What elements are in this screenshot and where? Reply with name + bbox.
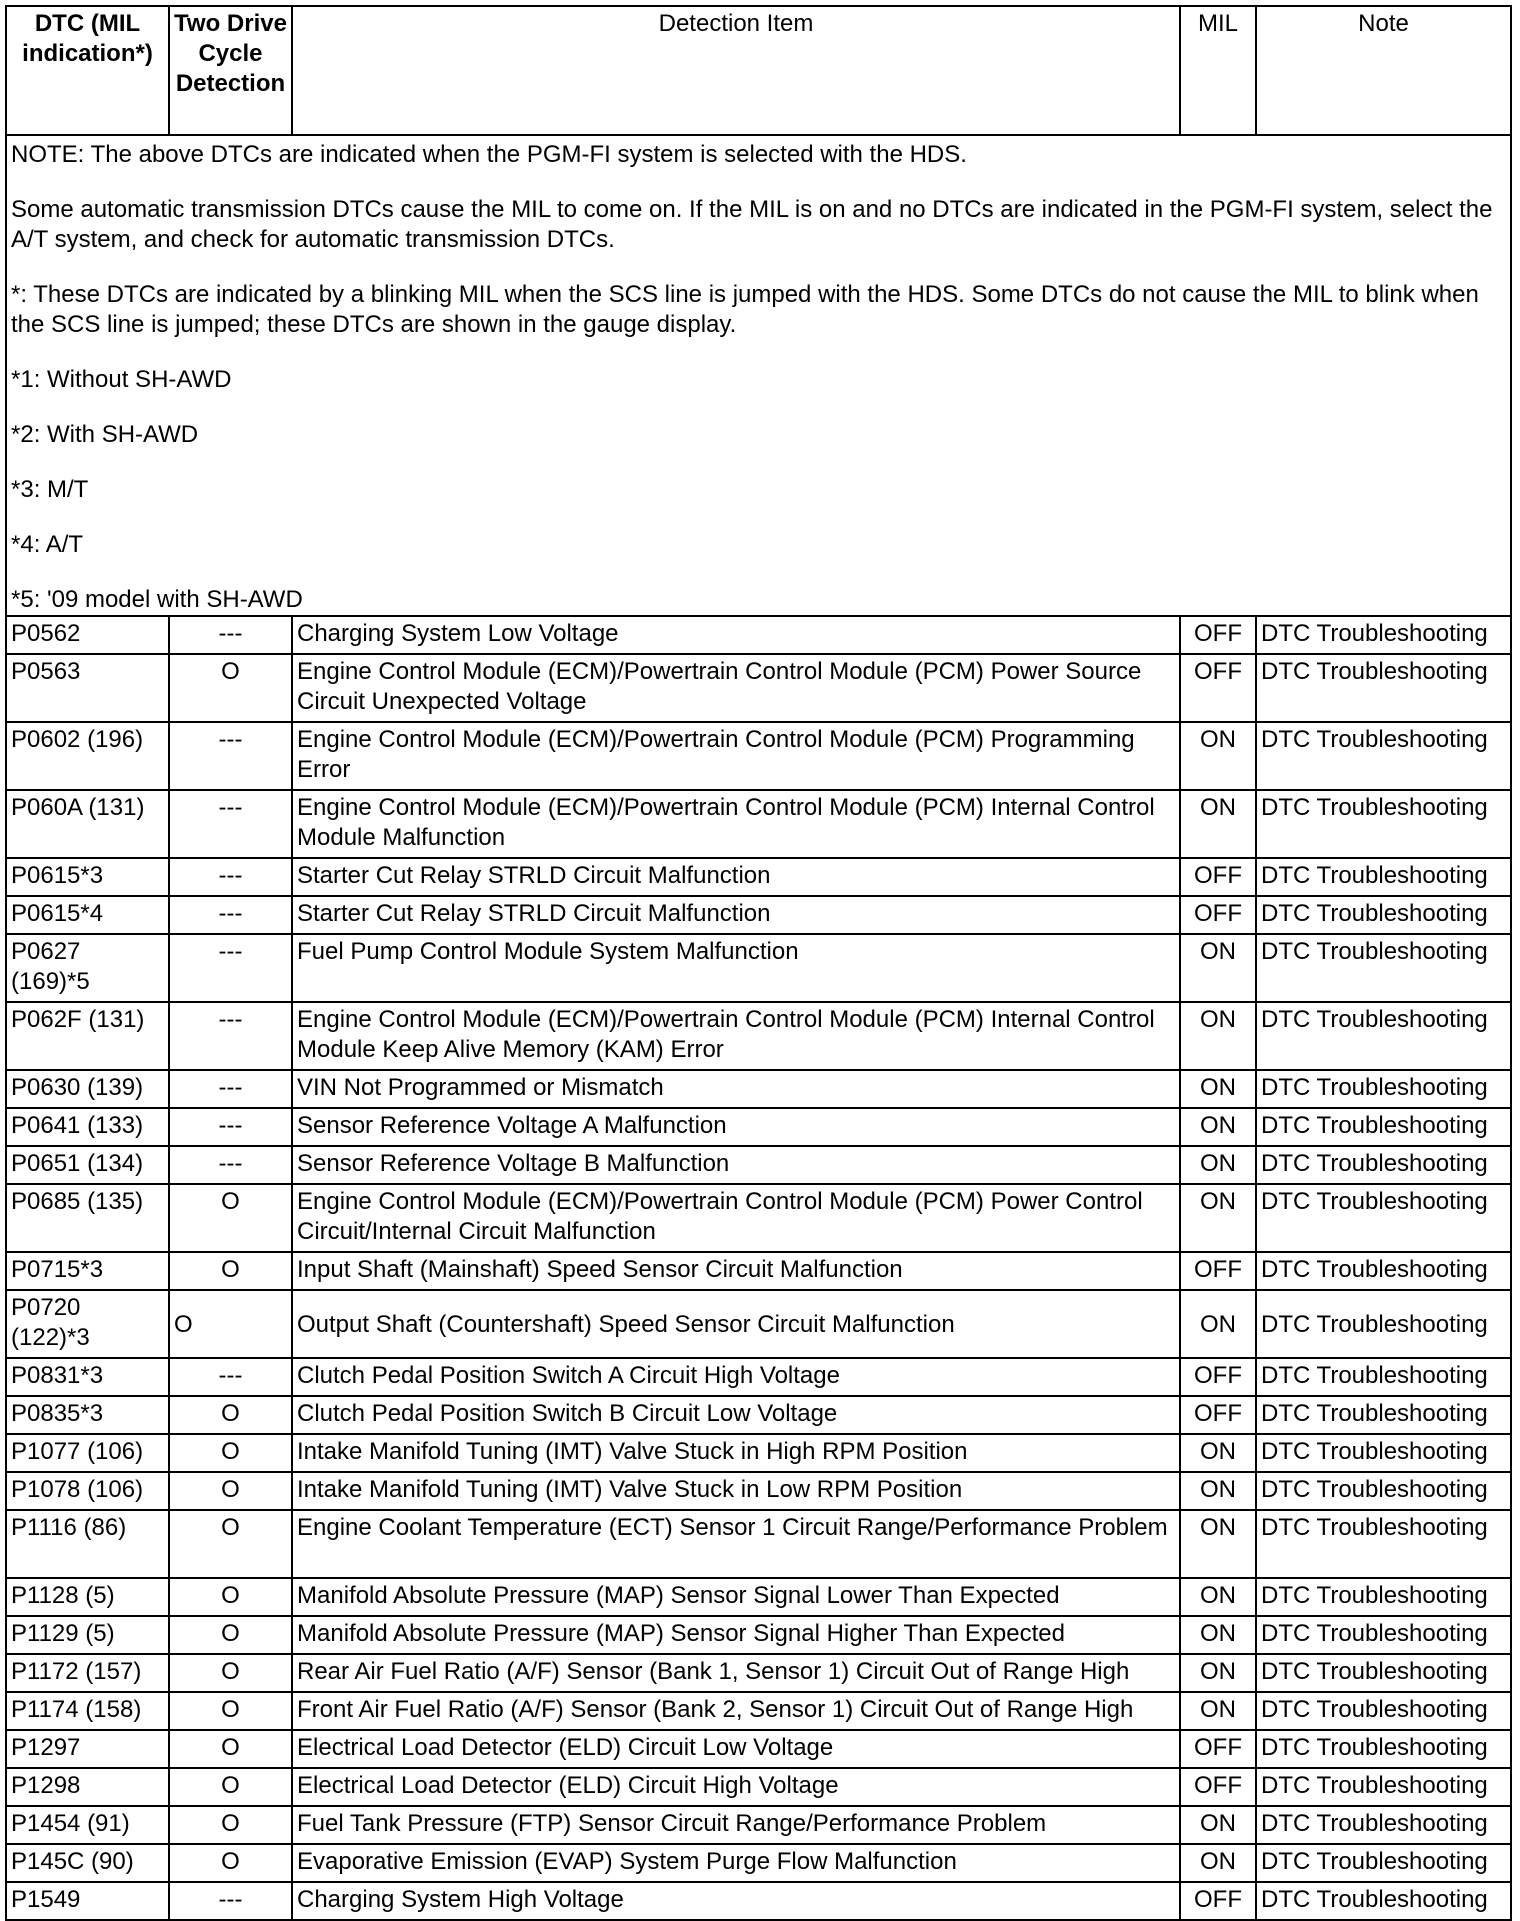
dtc-code-cell: P1129 (5): [6, 1616, 169, 1654]
dtc-code-cell: P1116 (86): [6, 1510, 169, 1578]
table-row: [6, 1616, 1511, 1654]
dtc-code-cell: P1174 (158): [6, 1692, 169, 1730]
detection-item-cell: Engine Control Module (ECM)/Powertrain Control Module (PCM) Programming Error: [292, 722, 1180, 790]
note-cell: DTC Troubleshooting: [1256, 1252, 1511, 1290]
dtc-code-cell: P062F (131): [6, 1002, 169, 1070]
two-drive-cycle-cell: O: [169, 1692, 292, 1730]
two-drive-cycle-cell: O: [169, 1472, 292, 1510]
dtc-code-cell: P0563: [6, 654, 169, 722]
note-cell: DTC Troubleshooting: [1256, 1692, 1511, 1730]
dtc-code-cell: P0562: [6, 616, 169, 654]
two-drive-cycle-cell: ---: [169, 1070, 292, 1108]
header-note: Note: [1256, 6, 1511, 135]
two-drive-cycle-cell: O: [169, 1616, 292, 1654]
table-row: [6, 1844, 1511, 1882]
header-two-drive-cycle: Two Drive Cycle Detection: [169, 6, 292, 135]
mil-status-cell: ON: [1180, 1654, 1256, 1692]
notes-row: [6, 135, 1511, 616]
two-drive-cycle-cell: O: [169, 1290, 292, 1358]
table-row: [6, 722, 1511, 790]
mil-status-cell: OFF: [1180, 1252, 1256, 1290]
dtc-code-cell: P1298: [6, 1768, 169, 1806]
dtc-code-cell: P1172 (157): [6, 1654, 169, 1692]
two-drive-cycle-cell: O: [169, 1844, 292, 1882]
dtc-code-cell: P0615*3: [6, 858, 169, 896]
table-row: [6, 1108, 1511, 1146]
mil-status-cell: ON: [1180, 1806, 1256, 1844]
two-drive-cycle-cell: O: [169, 1434, 292, 1472]
header-mil: MIL: [1180, 6, 1256, 135]
detection-item-cell: Front Air Fuel Ratio (A/F) Sensor (Bank 2, Sensor 1) Circuit Out of Range High: [292, 1692, 1180, 1730]
two-drive-cycle-cell: O: [169, 654, 292, 722]
table-row: [6, 1002, 1511, 1070]
dtc-code-cell: P145C (90): [6, 1844, 169, 1882]
mil-status-cell: ON: [1180, 1184, 1256, 1252]
note-cell: DTC Troubleshooting: [1256, 1806, 1511, 1844]
detection-item-cell: VIN Not Programmed or Mismatch: [292, 1070, 1180, 1108]
note-cell: DTC Troubleshooting: [1256, 722, 1511, 790]
note-cell: DTC Troubleshooting: [1256, 1730, 1511, 1768]
mil-status-cell: ON: [1180, 722, 1256, 790]
two-drive-cycle-cell: ---: [169, 1146, 292, 1184]
detection-item-cell: Charging System Low Voltage: [292, 616, 1180, 654]
header-dtc: DTC (MIL indication*): [6, 6, 169, 135]
two-drive-cycle-cell: ---: [169, 1882, 292, 1920]
note-cell: DTC Troubleshooting: [1256, 1108, 1511, 1146]
table-row: [6, 1768, 1511, 1806]
detection-item-cell: Starter Cut Relay STRLD Circuit Malfunction: [292, 858, 1180, 896]
dtc-code-cell: P0651 (134): [6, 1146, 169, 1184]
note-cell: DTC Troubleshooting: [1256, 790, 1511, 858]
detection-item-cell: Rear Air Fuel Ratio (A/F) Sensor (Bank 1, Sensor 1) Circuit Out of Range High: [292, 1654, 1180, 1692]
two-drive-cycle-cell: ---: [169, 1108, 292, 1146]
detection-item-cell: Fuel Pump Control Module System Malfunction: [292, 934, 1180, 1002]
table-row: [6, 934, 1511, 1002]
dtc-code-cell: P1077 (106): [6, 1434, 169, 1472]
header-detection-item: Detection Item: [292, 6, 1180, 135]
two-drive-cycle-cell: O: [169, 1396, 292, 1434]
detection-item-cell: Sensor Reference Voltage B Malfunction: [292, 1146, 1180, 1184]
dtc-code-cell: P1549: [6, 1882, 169, 1920]
note-cell: DTC Troubleshooting: [1256, 654, 1511, 722]
dtc-document: [5, 5, 1510, 1913]
mil-status-cell: ON: [1180, 1290, 1256, 1358]
note-cell: DTC Troubleshooting: [1256, 1578, 1511, 1616]
note-cell: DTC Troubleshooting: [1256, 1882, 1511, 1920]
table-row: [6, 1146, 1511, 1184]
mil-status-cell: ON: [1180, 1146, 1256, 1184]
table-row: [6, 1692, 1511, 1730]
table-row: [6, 896, 1511, 934]
table-row: [6, 1472, 1511, 1510]
detection-item-cell: Sensor Reference Voltage A Malfunction: [292, 1108, 1180, 1146]
dtc-code-cell: P1454 (91): [6, 1806, 169, 1844]
note-cell: DTC Troubleshooting: [1256, 1472, 1511, 1510]
detection-item-cell: Manifold Absolute Pressure (MAP) Sensor Signal Lower Than Expected: [292, 1578, 1180, 1616]
mil-status-cell: OFF: [1180, 896, 1256, 934]
two-drive-cycle-cell: ---: [169, 790, 292, 858]
note-paragraph: Some automatic transmission DTCs cause the MIL to come on. If the MIL is on and no DTCs are indicated in the PGM-FI system, select the A/T system, and check for automatic transmission DTCs.: [11, 196, 1493, 253]
dtc-code-cell: P0602 (196): [6, 722, 169, 790]
table-row: [6, 616, 1511, 654]
mil-status-cell: ON: [1180, 1472, 1256, 1510]
table-row: [6, 1252, 1511, 1290]
dtc-code-cell: P0831*3: [6, 1358, 169, 1396]
table-row: [6, 1396, 1511, 1434]
dtc-code-cell: P0615*4: [6, 896, 169, 934]
two-drive-cycle-cell: ---: [169, 858, 292, 896]
table-row: [6, 858, 1511, 896]
detection-item-cell: Engine Control Module (ECM)/Powertrain Control Module (PCM) Power Control Circuit/Internal Circuit Malfunction: [292, 1184, 1180, 1252]
header-row: [6, 6, 1511, 135]
mil-status-cell: ON: [1180, 934, 1256, 1002]
dtc-code-cell: P0627 (169)*5: [6, 934, 169, 1002]
two-drive-cycle-cell: O: [169, 1184, 292, 1252]
note-cell: DTC Troubleshooting: [1256, 1654, 1511, 1692]
detection-item-cell: Fuel Tank Pressure (FTP) Sensor Circuit Range/Performance Problem: [292, 1806, 1180, 1844]
two-drive-cycle-cell: O: [169, 1768, 292, 1806]
detection-item-cell: Charging System High Voltage: [292, 1882, 1180, 1920]
note-cell: DTC Troubleshooting: [1256, 1396, 1511, 1434]
mil-status-cell: ON: [1180, 1070, 1256, 1108]
note-cell: DTC Troubleshooting: [1256, 1070, 1511, 1108]
detection-item-cell: Clutch Pedal Position Switch B Circuit Low Voltage: [292, 1396, 1180, 1434]
two-drive-cycle-cell: O: [169, 1730, 292, 1768]
dtc-code-cell: P0685 (135): [6, 1184, 169, 1252]
table-row: [6, 1290, 1511, 1358]
notes-cell: [6, 135, 1511, 616]
table-row: [6, 1578, 1511, 1616]
note-cell: DTC Troubleshooting: [1256, 1616, 1511, 1654]
mil-status-cell: ON: [1180, 1434, 1256, 1472]
table-row: [6, 1434, 1511, 1472]
note-paragraph: NOTE: The above DTCs are indicated when the PGM-FI system is selected with the HDS.: [11, 141, 967, 168]
note-cell: DTC Troubleshooting: [1256, 896, 1511, 934]
note-cell: DTC Troubleshooting: [1256, 1358, 1511, 1396]
dtc-table: [5, 5, 1512, 1921]
two-drive-cycle-cell: O: [169, 1578, 292, 1616]
note-cell: DTC Troubleshooting: [1256, 934, 1511, 1002]
mil-status-cell: ON: [1180, 1616, 1256, 1654]
note-cell: DTC Troubleshooting: [1256, 1768, 1511, 1806]
table-row: [6, 654, 1511, 722]
detection-item-cell: Evaporative Emission (EVAP) System Purge Flow Malfunction: [292, 1844, 1180, 1882]
detection-item-cell: Engine Control Module (ECM)/Powertrain Control Module (PCM) Internal Control Module Keep Alive Memory (KAM) Error: [292, 1002, 1180, 1070]
note-paragraph: *: These DTCs are indicated by a blinking MIL when the SCS line is jumped with the HDS. Some DTCs do not cause the MIL to blink when the SCS line is jumped; these DTCs are shown in the gauge display.: [11, 281, 1479, 338]
note-cell: DTC Troubleshooting: [1256, 1844, 1511, 1882]
mil-status-cell: OFF: [1180, 1396, 1256, 1434]
note-paragraph: *3: M/T: [11, 476, 89, 503]
mil-status-cell: OFF: [1180, 616, 1256, 654]
table-row: [6, 1806, 1511, 1844]
table-row: [6, 1358, 1511, 1396]
note-paragraph: *4: A/T: [11, 531, 84, 558]
two-drive-cycle-cell: ---: [169, 722, 292, 790]
note-cell: DTC Troubleshooting: [1256, 1184, 1511, 1252]
two-drive-cycle-cell: ---: [169, 896, 292, 934]
mil-status-cell: ON: [1180, 1002, 1256, 1070]
dtc-code-cell: P1128 (5): [6, 1578, 169, 1616]
two-drive-cycle-cell: ---: [169, 1358, 292, 1396]
two-drive-cycle-cell: ---: [169, 1002, 292, 1070]
mil-status-cell: OFF: [1180, 654, 1256, 722]
table-row: [6, 1730, 1511, 1768]
dtc-code-cell: P1297: [6, 1730, 169, 1768]
note-paragraph: *2: With SH-AWD: [11, 421, 199, 448]
dtc-code-cell: P0630 (139): [6, 1070, 169, 1108]
note-paragraph: *5: '09 model with SH-AWD: [11, 586, 303, 613]
mil-status-cell: ON: [1180, 1578, 1256, 1616]
note-cell: DTC Troubleshooting: [1256, 1290, 1511, 1358]
detection-item-cell: Electrical Load Detector (ELD) Circuit High Voltage: [292, 1768, 1180, 1806]
note-cell: DTC Troubleshooting: [1256, 858, 1511, 896]
detection-item-cell: Engine Coolant Temperature (ECT) Sensor 1 Circuit Range/Performance Problem: [292, 1510, 1180, 1578]
dtc-code-cell: P0835*3: [6, 1396, 169, 1434]
two-drive-cycle-cell: ---: [169, 934, 292, 1002]
note-cell: DTC Troubleshooting: [1256, 1146, 1511, 1184]
detection-item-cell: Electrical Load Detector (ELD) Circuit Low Voltage: [292, 1730, 1180, 1768]
mil-status-cell: ON: [1180, 1844, 1256, 1882]
note-cell: DTC Troubleshooting: [1256, 1434, 1511, 1472]
detection-item-cell: Output Shaft (Countershaft) Speed Sensor Circuit Malfunction: [292, 1290, 1180, 1358]
mil-status-cell: ON: [1180, 1692, 1256, 1730]
detection-item-cell: Starter Cut Relay STRLD Circuit Malfunction: [292, 896, 1180, 934]
two-drive-cycle-cell: ---: [169, 616, 292, 654]
detection-item-cell: Engine Control Module (ECM)/Powertrain Control Module (PCM) Internal Control Module Malfunction: [292, 790, 1180, 858]
mil-status-cell: ON: [1180, 1108, 1256, 1146]
table-row: [6, 1654, 1511, 1692]
detection-item-cell: Manifold Absolute Pressure (MAP) Sensor Signal Higher Than Expected: [292, 1616, 1180, 1654]
mil-status-cell: OFF: [1180, 858, 1256, 896]
dtc-code-cell: P0720 (122)*3: [6, 1290, 169, 1358]
mil-status-cell: OFF: [1180, 1358, 1256, 1396]
table-row: [6, 1184, 1511, 1252]
mil-status-cell: OFF: [1180, 1730, 1256, 1768]
mil-status-cell: OFF: [1180, 1882, 1256, 1920]
detection-item-cell: Clutch Pedal Position Switch A Circuit High Voltage: [292, 1358, 1180, 1396]
detection-item-cell: Engine Control Module (ECM)/Powertrain Control Module (PCM) Power Source Circuit Unexpected Voltage: [292, 654, 1180, 722]
two-drive-cycle-cell: O: [169, 1806, 292, 1844]
table-row: [6, 790, 1511, 858]
note-cell: DTC Troubleshooting: [1256, 616, 1511, 654]
dtc-code-cell: P060A (131): [6, 790, 169, 858]
dtc-code-cell: P0641 (133): [6, 1108, 169, 1146]
table-row: [6, 1510, 1511, 1578]
dtc-code-cell: P0715*3: [6, 1252, 169, 1290]
mil-status-cell: OFF: [1180, 1768, 1256, 1806]
mil-status-cell: ON: [1180, 1510, 1256, 1578]
table-row: [6, 1070, 1511, 1108]
two-drive-cycle-cell: O: [169, 1252, 292, 1290]
two-drive-cycle-cell: O: [169, 1510, 292, 1578]
table-row: [6, 1882, 1511, 1920]
mil-status-cell: ON: [1180, 790, 1256, 858]
note-cell: DTC Troubleshooting: [1256, 1002, 1511, 1070]
detection-item-cell: Intake Manifold Tuning (IMT) Valve Stuck in High RPM Position: [292, 1434, 1180, 1472]
detection-item-cell: Intake Manifold Tuning (IMT) Valve Stuck in Low RPM Position: [292, 1472, 1180, 1510]
dtc-code-cell: P1078 (106): [6, 1472, 169, 1510]
two-drive-cycle-cell: O: [169, 1654, 292, 1692]
note-cell: DTC Troubleshooting: [1256, 1510, 1511, 1578]
detection-item-cell: Input Shaft (Mainshaft) Speed Sensor Circuit Malfunction: [292, 1252, 1180, 1290]
note-paragraph: *1: Without SH-AWD: [11, 366, 232, 393]
